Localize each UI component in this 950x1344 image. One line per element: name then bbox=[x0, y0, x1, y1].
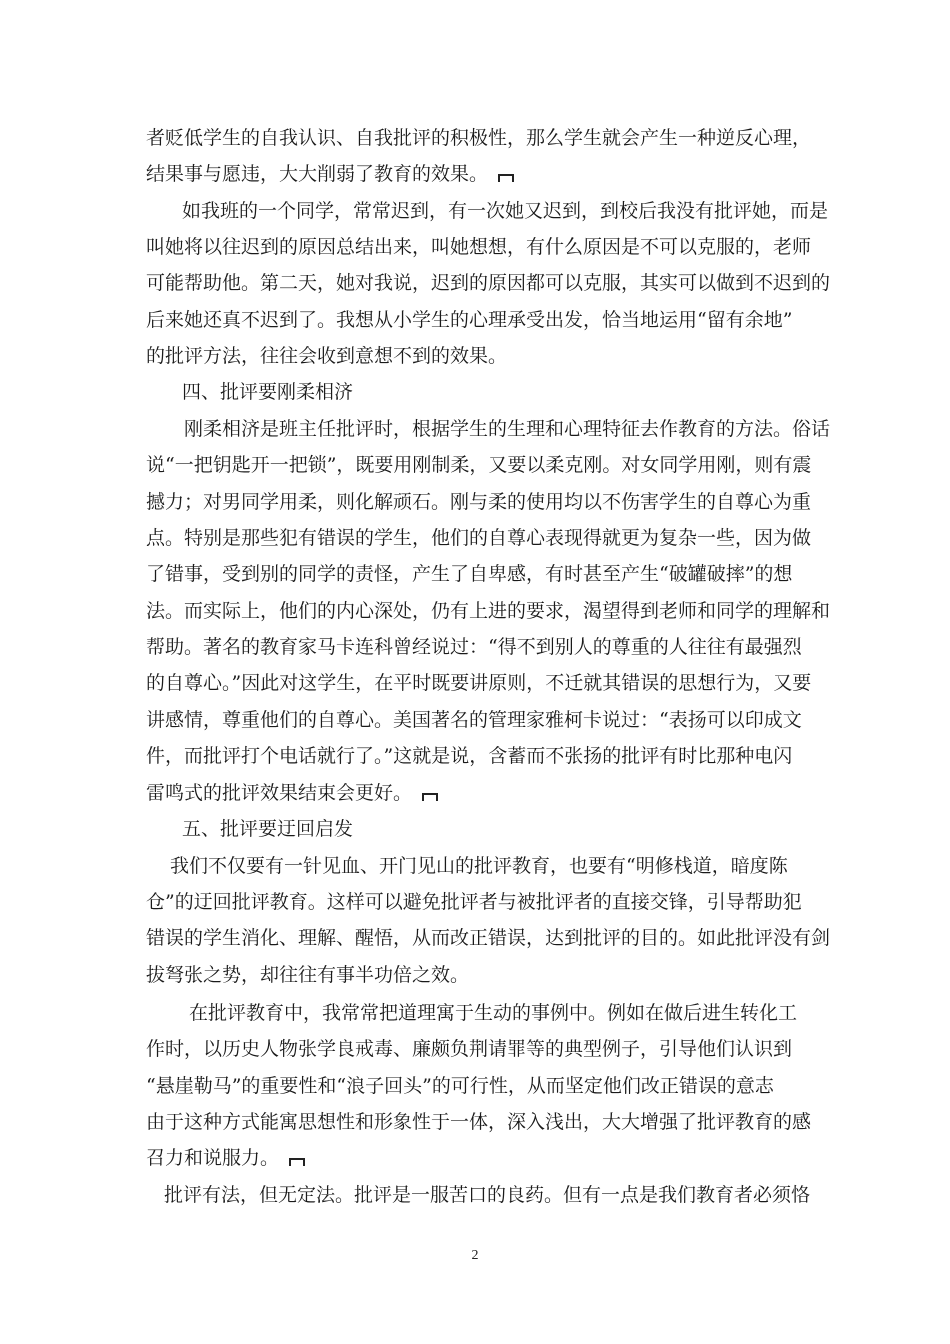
text-line: 作时，以历史人物张学良戒毒、廉颇负荆请罪等的典型例子，引导他们认识到 bbox=[146, 1038, 793, 1060]
text-line: 撼力；对男同学用柔，则化解顽石。刚与柔的使用均以不伤害学生的自尊心为重 bbox=[146, 491, 812, 513]
text-line: 帮助。著名的教育家马卡连科曾经说过：“得不到别人的尊重的人往往有最强烈 bbox=[146, 636, 802, 658]
text-line: 我们不仅要有一针见血、开门见山的批评教育，也要有“明修栈道，暗度陈 bbox=[170, 855, 788, 877]
text-line bbox=[146, 162, 514, 186]
text-line: 后来她还真不迟到了。我想从小学生的心理承受出发，恰当地运用“留有余地” bbox=[146, 309, 793, 331]
text-line: 可能帮助他。第二天，她对我说，迟到的原因都可以克服，其实可以做到不迟到的 bbox=[146, 272, 831, 294]
text-line: 由于这种方式能寓思想性和形象性于一体，深入浅出，大大增强了批评教育的感 bbox=[146, 1111, 812, 1133]
section-heading: 五、批评要迂回启发 bbox=[182, 818, 354, 840]
text-line: 刚柔相济是班主任批评时，根据学生的生理和心理特征去作教育的方法。俗话 bbox=[184, 418, 831, 440]
text-line: 了错事，受到别的同学的责怪，产生了自卑感，有时甚至产生“破罐破摔”的想 bbox=[146, 563, 793, 585]
text-line: 叫她将以往迟到的原因总结出来，叫她想想，有什么原因是不可以克服的，老师 bbox=[146, 236, 812, 258]
text-line: 拔弩张之势，却往往有事半功倍之效。 bbox=[146, 964, 470, 986]
text-line bbox=[146, 1146, 305, 1170]
paragraph-mark-icon bbox=[289, 1158, 305, 1166]
text-line-content: 召力和说服力。 bbox=[146, 1147, 280, 1169]
text-line: “悬崖勒马”的重要性和“浪子回头”的可行性，从而坚定他们改正错误的意志 bbox=[146, 1075, 774, 1097]
text-line: 讲感情，尊重他们的自尊心。美国著名的管理家雅柯卡说过：“表扬可以印成文 bbox=[146, 709, 802, 731]
text-line bbox=[146, 781, 438, 805]
text-line: 者贬低学生的自我认识、自我批评的积极性，那么学生就会产生一种逆反心理， bbox=[146, 127, 812, 149]
text-line: 批评有法，但无定法。批评是一服苦口的良药。但有一点是我们教育者必须恪 bbox=[164, 1184, 811, 1206]
text-line: 在批评教育中，我常常把道理寓于生动的事例中。例如在做后进生转化工 bbox=[189, 1002, 798, 1024]
text-line-content: 结果事与愿违，大大削弱了教育的效果。 bbox=[146, 163, 489, 185]
paragraph-mark-icon bbox=[422, 793, 438, 801]
text-line: 点。特别是那些犯有错误的学生，他们的自尊心表现得就更为复杂一些，因为做 bbox=[146, 527, 812, 549]
text-line: 说“一把钥匙开一把锁”，既要用刚制柔，又要以柔克刚。对女同学用刚，则有震 bbox=[146, 454, 812, 476]
text-line: 的批评方法，往往会收到意想不到的效果。 bbox=[146, 345, 508, 367]
text-line: 法。而实际上，他们的内心深处，仍有上进的要求，渴望得到老师和同学的理解和 bbox=[146, 600, 831, 622]
text-line: 错误的学生消化、理解、醒悟，从而改正错误，达到批评的目的。如此批评没有剑 bbox=[146, 927, 831, 949]
text-line: 件，而批评打个电话就行了。”这就是说，含蓄而不张扬的批评有时比那种电闪 bbox=[146, 745, 793, 767]
paragraph-mark-icon bbox=[498, 174, 514, 182]
text-line: 的自尊心。”因此对这学生，在平时既要讲原则，不迁就其错误的思想行为，又要 bbox=[146, 672, 812, 694]
text-line: 仓”的迂回批评教育。这样可以避免批评者与被批评者的直接交锋，引导帮助犯 bbox=[146, 891, 802, 913]
text-line: 如我班的一个同学，常常迟到，有一次她又迟到，到校后我没有批评她，而是 bbox=[182, 200, 829, 222]
text-line-content: 雷鸣式的批评效果结束会更好。 bbox=[146, 782, 413, 804]
section-heading: 四、批评要刚柔相济 bbox=[182, 381, 354, 403]
page-number: 2 bbox=[471, 1248, 479, 1263]
